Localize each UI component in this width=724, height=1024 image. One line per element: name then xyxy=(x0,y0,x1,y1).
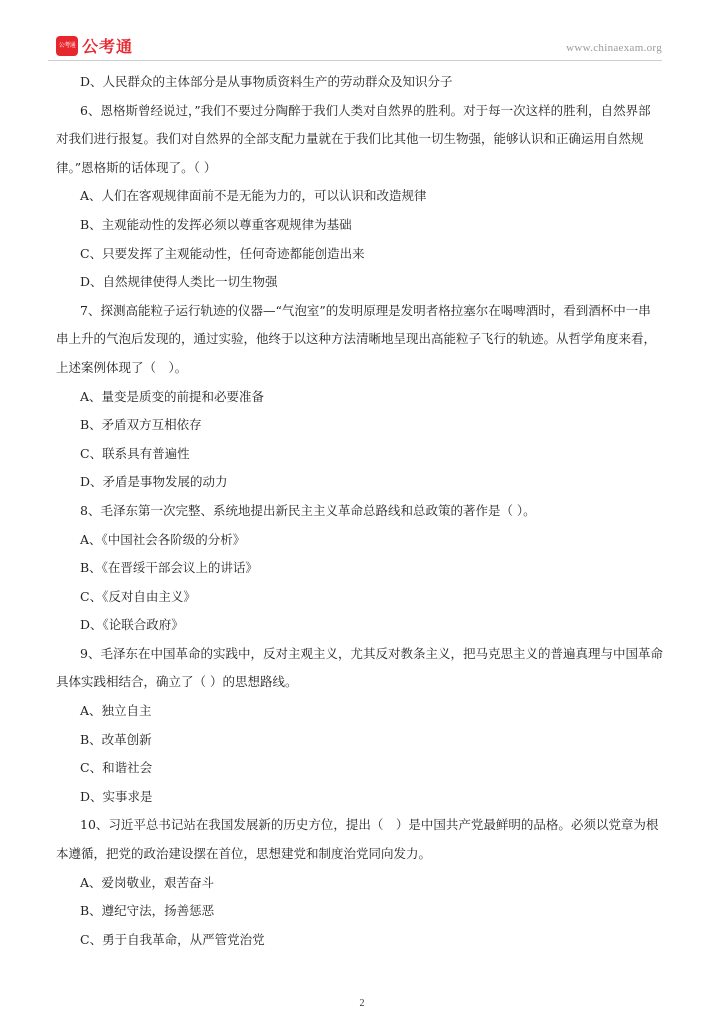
q6-stem-line-1: 6、恩格斯曾经说过，”我们不要过分陶醉于我们人类对自然界的胜利。对于每一次这样的胜利，自然界部 xyxy=(80,102,651,118)
q10-option-a: A、爱岗敬业，艰苦奋斗 xyxy=(80,874,215,890)
q6-stem-line-2: 对我们进行报复。我们对自然界的全部支配力量就在于我们比其他一切生物强，能够认识和正确运用自然规 xyxy=(56,131,644,147)
q9-option-c: C、和谐社会 xyxy=(80,760,153,776)
q9-option-d: D、实事求是 xyxy=(80,788,153,804)
q9-option-b: B、改革创新 xyxy=(80,731,152,747)
q7-option-a: A、量变是质变的前提和必要准备 xyxy=(80,388,265,404)
q8-stem-line-1: 8、毛泽东第一次完整、系统地提出新民主主义革命总路线和总政策的著作是（ ）。 xyxy=(80,502,536,518)
q7-stem-line-1: 7、探测高能粒子运行轨迹的仪器—“气泡室”的发明原理是发明者格拉塞尔在喝啤酒时，看到酒杯中一串 xyxy=(80,302,651,318)
q9-stem-line-2: 具体实践相结合，确立了（ ）的思想路线。 xyxy=(56,674,298,690)
q10-stem-line-2: 本遵循，把党的政治建设摆在首位，思想建党和制度治党同向发力。 xyxy=(56,846,432,862)
q10-stem-line-1: 10、习近平总书记站在我国发展新的历史方位，提出（ ）是中国共产党最鲜明的品格。必须以党章为根 xyxy=(80,817,659,833)
document-body xyxy=(56,68,668,954)
q6-option-a: A、人们在客观规律面前不是无能为力的，可以认识和改造规律 xyxy=(80,188,427,204)
page-header xyxy=(48,30,662,61)
q5-option-d: D、人民群众的主体部分是从事物质资料生产的劳动群众及知识分子 xyxy=(80,74,453,89)
q8-option-b: B、《在晋绥干部会议上的讲话》 xyxy=(80,560,258,576)
site-url[interactable]: www.chinaexam.org xyxy=(566,42,662,54)
q6-option-d: D、自然规律使得人类比一切生物强 xyxy=(80,274,278,290)
q6-stem-line-3: 律。”恩格斯的话体现了。（ ） xyxy=(56,159,217,175)
q9-option-a: A、独立自主 xyxy=(80,703,152,719)
q7-option-c: C、联系具有普遍性 xyxy=(80,445,190,461)
q7-option-b: B、矛盾双方互相依存 xyxy=(80,417,202,433)
q6-option-c: C、只要发挥了主观能动性，任何奇迹都能创造出来 xyxy=(80,245,365,261)
q8-option-a: A、《中国社会各阶级的分析》 xyxy=(80,531,246,547)
q6-option-b: B、主观能动性的发挥必须以尊重客观规律为基础 xyxy=(80,216,352,232)
q7-option-d: D、矛盾是事物发展的动力 xyxy=(80,474,228,490)
logo-badge-icon: 公考通 xyxy=(56,36,78,56)
q10-option-c: C、勇于自我革命，从严管党治党 xyxy=(80,931,265,947)
q10-option-b: B、遵纪守法，扬善惩恶 xyxy=(80,903,215,919)
q7-stem-line-3: 上述案例体现了（ ）。 xyxy=(56,359,188,375)
q9-stem-line-1: 9、毛泽东在中国革命的实践中，反对主观主义，尤其反对教条主义，把马克思主义的普遍真理与中国革命 xyxy=(80,645,663,661)
q8-option-d: D、《论联合政府》 xyxy=(80,617,184,633)
page-number: 2 xyxy=(359,998,365,1009)
q8-option-c: C、《反对自由主义》 xyxy=(80,588,196,604)
logo[interactable] xyxy=(56,34,133,57)
q7-stem-line-2: 串上升的气泡后发现的，通过实验，他终于以这种方法清晰地呈现出高能粒子飞行的轨迹。从哲学角度来看， xyxy=(56,331,657,347)
logo-text: 公考通 xyxy=(82,37,134,56)
